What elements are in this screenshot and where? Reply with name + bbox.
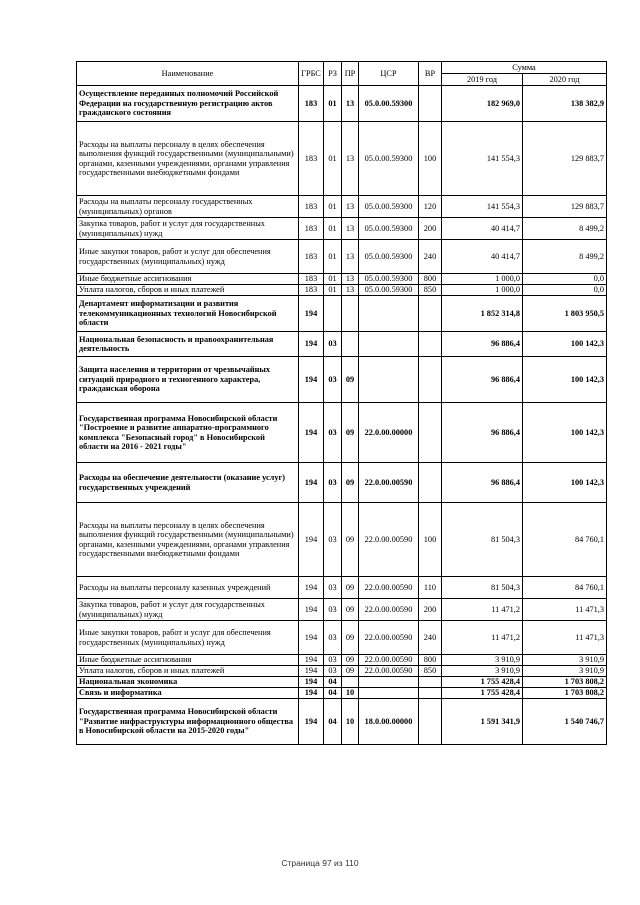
cell-rz: 03 [324, 577, 342, 599]
cell-rz: 01 [324, 196, 342, 218]
cell-vr [419, 699, 442, 745]
cell-name: Расходы на выплаты персоналу казенных учреждений [77, 577, 299, 599]
header-csr: ЦСР [359, 62, 419, 86]
cell-name: Расходы на выплаты персоналу в целях обеспечения выполнения функций государственными (муниципальными) органами, казенными учреждениями, органами управления государственными внебюджетными фондами [77, 503, 299, 577]
cell-pr: 10 [342, 688, 359, 699]
cell-2020: 1 803 950,5 [523, 296, 607, 332]
cell-rz: 03 [324, 503, 342, 577]
header-2020: 2020 год [523, 74, 607, 86]
cell-2019: 141 554,3 [442, 196, 523, 218]
cell-2019: 96 886,4 [442, 357, 523, 403]
cell-csr: 22.0.00.00590 [359, 655, 419, 666]
cell-vr: 240 [419, 621, 442, 655]
cell-grbs: 194 [299, 599, 324, 621]
cell-rz: 03 [324, 621, 342, 655]
cell-2020: 8 499,2 [523, 218, 607, 240]
table-row [77, 503, 607, 577]
cell-csr: 05.0.00.59300 [359, 122, 419, 196]
header-pr: ПР [342, 62, 359, 86]
cell-csr: 22.0.00.00590 [359, 463, 419, 503]
table-row [77, 403, 607, 463]
cell-csr: 22.0.00.00590 [359, 503, 419, 577]
cell-vr [419, 463, 442, 503]
cell-grbs: 194 [299, 621, 324, 655]
cell-2020: 1 703 808,2 [523, 688, 607, 699]
cell-2019: 40 414,7 [442, 240, 523, 274]
cell-name: Уплата налогов, сборов и иных платежей [77, 666, 299, 677]
cell-csr: 22.0.00.00590 [359, 621, 419, 655]
cell-name: Закупка товаров, работ и услуг для государственных (муниципальных) нужд [77, 599, 299, 621]
cell-grbs: 194 [299, 296, 324, 332]
cell-2020: 11 471,3 [523, 599, 607, 621]
cell-name: Защита населения и территории от чрезвычайных ситуаций природного и техногенного характера, гражданская оборона [77, 357, 299, 403]
cell-vr [419, 677, 442, 688]
table-row [77, 274, 607, 285]
cell-rz: 01 [324, 218, 342, 240]
table-body [77, 86, 607, 745]
cell-pr: 13 [342, 122, 359, 196]
cell-vr: 110 [419, 577, 442, 599]
cell-csr: 22.0.00.00590 [359, 577, 419, 599]
cell-rz: 04 [324, 677, 342, 688]
cell-pr: 09 [342, 655, 359, 666]
cell-rz: 03 [324, 332, 342, 357]
header-vr: ВР [419, 62, 442, 86]
cell-vr: 100 [419, 503, 442, 577]
cell-csr: 05.0.00.59300 [359, 285, 419, 296]
cell-csr [359, 357, 419, 403]
cell-name: Расходы на выплаты персоналу государственных (муниципальных) органов [77, 196, 299, 218]
cell-2019: 81 504,3 [442, 503, 523, 577]
cell-csr: 22.0.00.00590 [359, 599, 419, 621]
header-sum: Сумма [442, 62, 607, 74]
cell-vr [419, 357, 442, 403]
cell-2019: 3 910,9 [442, 666, 523, 677]
cell-csr: 22.0.00.00590 [359, 666, 419, 677]
cell-2020: 129 883,7 [523, 196, 607, 218]
budget-table [76, 61, 607, 745]
table-row [77, 122, 607, 196]
cell-grbs: 183 [299, 196, 324, 218]
cell-2019: 96 886,4 [442, 463, 523, 503]
cell-csr: 05.0.00.59300 [359, 218, 419, 240]
cell-2019: 1 852 314,8 [442, 296, 523, 332]
table-row [77, 688, 607, 699]
cell-2020: 8 499,2 [523, 240, 607, 274]
cell-rz: 01 [324, 122, 342, 196]
table-row [77, 666, 607, 677]
cell-name: Уплата налогов, сборов и иных платежей [77, 285, 299, 296]
table-row [77, 699, 607, 745]
cell-grbs: 194 [299, 666, 324, 677]
cell-name: Осуществление переданных полномочий Российской Федерации на государственную регистрацию актов гражданского состояния [77, 86, 299, 122]
cell-2019: 40 414,7 [442, 218, 523, 240]
cell-2020: 84 760,1 [523, 577, 607, 599]
cell-2020: 100 142,3 [523, 463, 607, 503]
cell-pr: 09 [342, 666, 359, 677]
header-grbs: ГРБС [299, 62, 324, 86]
cell-2019: 1 755 428,4 [442, 688, 523, 699]
cell-vr: 120 [419, 196, 442, 218]
cell-name: Департамент информатизации и развития телекоммуникационных технологий Новосибирской области [77, 296, 299, 332]
page-footer: Страница 97 из 110 [281, 858, 359, 868]
cell-grbs: 194 [299, 332, 324, 357]
cell-rz: 01 [324, 285, 342, 296]
table-row [77, 463, 607, 503]
cell-vr [419, 403, 442, 463]
cell-csr: 05.0.00.59300 [359, 86, 419, 122]
cell-pr: 13 [342, 218, 359, 240]
cell-2019: 11 471,2 [442, 621, 523, 655]
cell-grbs: 183 [299, 86, 324, 122]
cell-pr [342, 332, 359, 357]
cell-2020: 84 760,1 [523, 503, 607, 577]
cell-rz: 03 [324, 655, 342, 666]
cell-name: Иные закупки товаров, работ и услуг для обеспечения государственных (муниципальных) нужд [77, 621, 299, 655]
table-row [77, 296, 607, 332]
cell-rz: 03 [324, 403, 342, 463]
cell-grbs: 194 [299, 699, 324, 745]
cell-2019: 96 886,4 [442, 403, 523, 463]
cell-grbs: 194 [299, 357, 324, 403]
table-row [77, 86, 607, 122]
cell-name: Иные бюджетные ассигнования [77, 655, 299, 666]
cell-pr [342, 677, 359, 688]
cell-2020: 1 540 746,7 [523, 699, 607, 745]
cell-rz: 01 [324, 240, 342, 274]
cell-pr [342, 296, 359, 332]
cell-pr: 10 [342, 699, 359, 745]
cell-2020: 1 703 808,2 [523, 677, 607, 688]
cell-pr: 09 [342, 403, 359, 463]
cell-grbs: 194 [299, 688, 324, 699]
cell-2019: 1 000,0 [442, 274, 523, 285]
cell-2020: 0,0 [523, 274, 607, 285]
table-row [77, 599, 607, 621]
cell-vr: 850 [419, 666, 442, 677]
table-row [77, 577, 607, 599]
cell-pr: 09 [342, 357, 359, 403]
cell-vr: 800 [419, 655, 442, 666]
cell-2019: 81 504,3 [442, 577, 523, 599]
cell-pr: 13 [342, 240, 359, 274]
cell-name: Расходы на обеспечение деятельности (оказание услуг) государственных учреждений [77, 463, 299, 503]
cell-pr: 09 [342, 503, 359, 577]
cell-2019: 96 886,4 [442, 332, 523, 357]
cell-pr: 09 [342, 463, 359, 503]
table-row [77, 655, 607, 666]
cell-grbs: 183 [299, 285, 324, 296]
cell-2020: 11 471,3 [523, 621, 607, 655]
cell-grbs: 183 [299, 218, 324, 240]
cell-csr: 05.0.00.59300 [359, 196, 419, 218]
cell-2020: 138 382,9 [523, 86, 607, 122]
cell-vr [419, 296, 442, 332]
cell-csr: 05.0.00.59300 [359, 240, 419, 274]
cell-2020: 100 142,3 [523, 332, 607, 357]
cell-name: Связь и информатика [77, 688, 299, 699]
cell-grbs: 183 [299, 274, 324, 285]
cell-rz: 03 [324, 666, 342, 677]
cell-rz: 03 [324, 463, 342, 503]
cell-pr: 09 [342, 599, 359, 621]
cell-2019: 1 591 341,9 [442, 699, 523, 745]
cell-grbs: 183 [299, 240, 324, 274]
cell-2019: 141 554,3 [442, 122, 523, 196]
table-row [77, 621, 607, 655]
cell-vr: 240 [419, 240, 442, 274]
header-2019: 2019 год [442, 74, 523, 86]
cell-grbs: 194 [299, 503, 324, 577]
cell-2020: 0,0 [523, 285, 607, 296]
cell-vr: 200 [419, 599, 442, 621]
cell-vr: 200 [419, 218, 442, 240]
cell-grbs: 194 [299, 577, 324, 599]
table-row [77, 196, 607, 218]
table-row [77, 285, 607, 296]
cell-rz: 03 [324, 357, 342, 403]
cell-name: Государственная программа Новосибирской области "Построение и развитие аппаратно-программного комплекса "Безопасный город" в Новосибирской области на 2016 - 2021 годы" [77, 403, 299, 463]
cell-2019: 1 000,0 [442, 285, 523, 296]
header-name: Наименование [77, 62, 299, 86]
header-rz: РЗ [324, 62, 342, 86]
cell-vr: 100 [419, 122, 442, 196]
cell-csr [359, 688, 419, 699]
cell-vr [419, 688, 442, 699]
cell-vr [419, 86, 442, 122]
cell-2020: 3 910,9 [523, 655, 607, 666]
cell-csr: 22.0.00.00000 [359, 403, 419, 463]
cell-2020: 100 142,3 [523, 403, 607, 463]
cell-rz: 04 [324, 688, 342, 699]
cell-grbs: 194 [299, 403, 324, 463]
table-row [77, 357, 607, 403]
cell-rz: 04 [324, 699, 342, 745]
cell-grbs: 183 [299, 122, 324, 196]
table-row [77, 218, 607, 240]
cell-2020: 129 883,7 [523, 122, 607, 196]
cell-2020: 100 142,3 [523, 357, 607, 403]
cell-pr: 13 [342, 86, 359, 122]
cell-grbs: 194 [299, 655, 324, 666]
table-row [77, 677, 607, 688]
cell-name: Государственная программа Новосибирской области "Развитие инфраструктуры информационного общества в Новосибирской области на 2015-2020 годы" [77, 699, 299, 745]
cell-rz: 01 [324, 274, 342, 285]
cell-name: Национальная безопасность и правоохранительная деятельность [77, 332, 299, 357]
cell-2019: 1 755 428,4 [442, 677, 523, 688]
cell-csr [359, 332, 419, 357]
cell-pr: 13 [342, 274, 359, 285]
cell-rz: 01 [324, 86, 342, 122]
cell-rz: 03 [324, 599, 342, 621]
cell-name: Закупка товаров, работ и услуг для государственных (муниципальных) нужд [77, 218, 299, 240]
cell-pr: 13 [342, 196, 359, 218]
cell-name: Расходы на выплаты персоналу в целях обеспечения выполнения функций государственными (муниципальными) органами, казенными учреждениями, органами управления государственными внебюджетными фондами [77, 122, 299, 196]
cell-grbs: 194 [299, 677, 324, 688]
cell-name: Иные бюджетные ассигнования [77, 274, 299, 285]
cell-pr: 09 [342, 621, 359, 655]
cell-csr [359, 677, 419, 688]
cell-csr [359, 296, 419, 332]
cell-2019: 11 471,2 [442, 599, 523, 621]
table-row [77, 240, 607, 274]
cell-2019: 3 910,9 [442, 655, 523, 666]
cell-csr: 18.0.00.00000 [359, 699, 419, 745]
cell-csr: 05.0.00.59300 [359, 274, 419, 285]
cell-pr: 13 [342, 285, 359, 296]
cell-vr [419, 332, 442, 357]
cell-name: Национальная экономика [77, 677, 299, 688]
cell-2019: 182 969,0 [442, 86, 523, 122]
cell-rz [324, 296, 342, 332]
cell-vr: 850 [419, 285, 442, 296]
cell-vr: 800 [419, 274, 442, 285]
cell-name: Иные закупки товаров, работ и услуг для обеспечения государственных (муниципальных) нужд [77, 240, 299, 274]
cell-pr: 09 [342, 577, 359, 599]
cell-grbs: 194 [299, 463, 324, 503]
cell-2020: 3 910,9 [523, 666, 607, 677]
table-row [77, 332, 607, 357]
